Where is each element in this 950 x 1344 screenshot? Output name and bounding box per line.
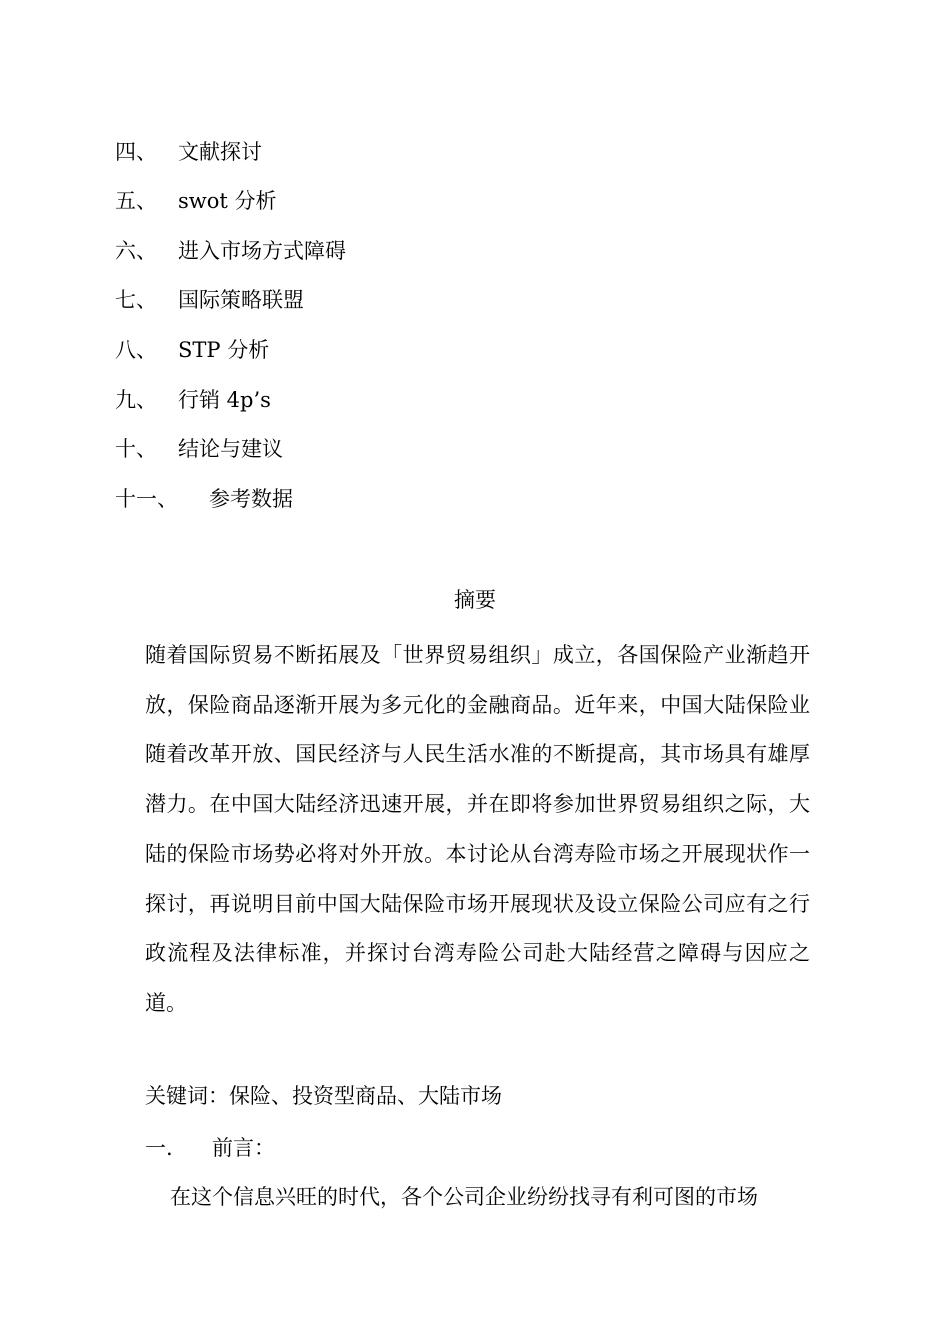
toc-item-title: 进入市场方式障碍 (178, 239, 346, 263)
section-title: 前言： (212, 1136, 275, 1160)
toc-item-number: 十、 (115, 437, 157, 461)
abstract-body: 随着国际贸易不断拓展及「世界贸易组织」成立，各国保险产业渐趋开放，保险商品逐渐开展为多元化的金融商品。近年来，中国大陆保险业随着改革开放、国民经济与人民生活水准的不断提高，其市场具有雄厚潜力。在中国大陆经济迅速开展，并在即将参加世界贸易组织之际，大陆的保险市场势必将对外开放。本讨论从台湾寿险市场之开展现状作一探讨，再说明目前中国大陆保险市场开展现状及设立保险公司应有之行政流程及法律标准，并探讨台湾寿险公司赴大陆经营之障碍与因应之道。 (145, 643, 810, 1015)
toc-item-title: 参考数据 (209, 487, 293, 511)
keywords-line: 关键词：保险、投资型商品、大陆市场 (145, 1084, 502, 1108)
intro-paragraph: 在这个信息兴旺的时代，各个公司企业纷纷找寻有利可图的市场 (170, 1185, 758, 1209)
toc-item-number: 四、 (115, 140, 157, 164)
toc-item-number: 七、 (115, 288, 157, 312)
toc-item-number: 八、 (115, 338, 157, 362)
toc-item-number: 五、 (115, 189, 157, 213)
toc-item-title: STP 分析 (178, 338, 270, 362)
toc-item-title: 国际策略联盟 (178, 288, 304, 312)
toc-item-title: swot 分析 (178, 189, 277, 213)
toc-item-title: 行销 4p’s (178, 388, 271, 412)
toc-item-title: 文献探讨 (178, 140, 262, 164)
toc-item-number: 十一、 (115, 487, 178, 511)
section-number: 一. (145, 1136, 173, 1160)
toc-item-title: 结论与建议 (178, 437, 283, 461)
abstract-title: 摘要 (454, 588, 496, 612)
toc-item-number: 九、 (115, 388, 157, 412)
toc-item-number: 六、 (115, 239, 157, 263)
